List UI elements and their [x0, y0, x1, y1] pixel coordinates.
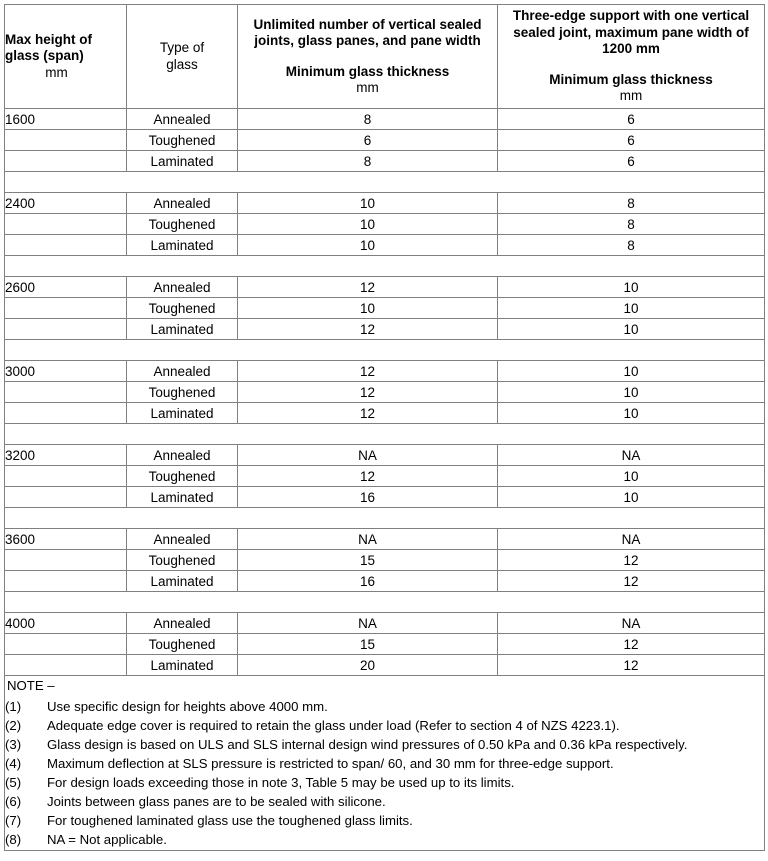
cell-unlimited-thickness: 15	[238, 550, 498, 571]
notes-cell	[5, 676, 765, 851]
note-text: For toughened laminated glass use the toughened glass limits.	[47, 813, 413, 829]
cell-unlimited-thickness: 6	[238, 130, 498, 151]
cell-glass-type: Toughened	[127, 634, 238, 655]
table-row	[5, 445, 765, 466]
cell-unlimited-thickness: NA	[238, 529, 498, 550]
column-header-three-edge-sub: Minimum glass thickness	[549, 71, 713, 87]
note-number: (4)	[5, 755, 22, 771]
cell-glass-type: Annealed	[127, 445, 238, 466]
cell-max-height	[5, 655, 127, 676]
cell-three-edge-thickness: 12	[498, 571, 765, 592]
note-item	[5, 754, 764, 773]
cell-three-edge-thickness: 12	[498, 634, 765, 655]
cell-max-height: 4000	[5, 613, 127, 634]
cell-max-height	[5, 487, 127, 508]
column-header-type-of-glass	[127, 5, 238, 109]
table-row	[5, 487, 765, 508]
column-header-unlimited-joints	[238, 5, 498, 109]
cell-glass-type: Laminated	[127, 319, 238, 340]
note-text: Maximum deflection at SLS pressure is restricted to span/ 60, and 30 mm for three-edge support.	[47, 755, 614, 771]
note-number: (6)	[5, 794, 22, 810]
cell-three-edge-thickness: 12	[498, 655, 765, 676]
cell-glass-type: Annealed	[127, 193, 238, 214]
cell-unlimited-thickness: 12	[238, 361, 498, 382]
cell-unlimited-thickness: 8	[238, 109, 498, 130]
table-row	[5, 466, 765, 487]
cell-unlimited-thickness: 10	[238, 298, 498, 319]
cell-glass-type: Annealed	[127, 529, 238, 550]
column-header-three-edge-support	[498, 5, 765, 109]
cell-unlimited-thickness: 12	[238, 319, 498, 340]
cell-three-edge-thickness: 8	[498, 214, 765, 235]
note-item	[5, 792, 764, 811]
cell-unlimited-thickness: 16	[238, 571, 498, 592]
note-number: (2)	[5, 717, 22, 733]
cell-unlimited-thickness: 12	[238, 403, 498, 424]
cell-glass-type: Toughened	[127, 466, 238, 487]
column-header-max-height-line2: glass (span)	[5, 48, 84, 64]
column-header-type-line1: Type of	[159, 40, 205, 56]
cell-max-height	[5, 130, 127, 151]
cell-glass-type: Toughened	[127, 298, 238, 319]
table-row	[5, 382, 765, 403]
table-row	[5, 403, 765, 424]
notes-heading: NOTE –	[7, 678, 55, 694]
cell-glass-type: Toughened	[127, 214, 238, 235]
cell-three-edge-thickness: 6	[498, 130, 765, 151]
cell-three-edge-thickness: NA	[498, 529, 765, 550]
note-item	[5, 716, 764, 735]
cell-three-edge-thickness: 12	[498, 550, 765, 571]
cell-glass-type: Toughened	[127, 130, 238, 151]
table-row	[5, 151, 765, 172]
note-number: (8)	[5, 832, 22, 848]
table-row	[5, 529, 765, 550]
table-row	[5, 235, 765, 256]
cell-glass-type: Annealed	[127, 109, 238, 130]
table-body	[5, 109, 765, 676]
column-header-unlimited-title: Unlimited number of vertical sealed joints, glass panes, and pane width	[253, 16, 482, 49]
cell-unlimited-thickness: 8	[238, 151, 498, 172]
cell-max-height	[5, 319, 127, 340]
glass-thickness-table	[4, 4, 765, 851]
table-row	[5, 109, 765, 130]
note-text: Use specific design for heights above 4000 mm.	[47, 698, 328, 714]
block-spacer-row	[5, 256, 765, 277]
cell-unlimited-thickness: 10	[238, 214, 498, 235]
note-item	[5, 735, 764, 754]
cell-max-height	[5, 151, 127, 172]
cell-max-height	[5, 571, 127, 592]
cell-three-edge-thickness: 10	[498, 382, 765, 403]
cell-glass-type: Laminated	[127, 655, 238, 676]
table-header	[5, 5, 765, 109]
note-item	[5, 830, 764, 849]
cell-unlimited-thickness: NA	[238, 613, 498, 634]
note-text: Adequate edge cover is required to retain the glass under load (Refer to section 4 of NZS 4223.1).	[47, 717, 620, 733]
cell-glass-type: Toughened	[127, 550, 238, 571]
column-header-max-height-unit: mm	[45, 64, 68, 80]
table-row	[5, 361, 765, 382]
cell-glass-type: Laminated	[127, 571, 238, 592]
note-number: (1)	[5, 698, 22, 714]
block-spacer-cell	[5, 508, 765, 529]
cell-glass-type: Laminated	[127, 151, 238, 172]
cell-max-height	[5, 214, 127, 235]
block-spacer-row	[5, 508, 765, 529]
block-spacer-cell	[5, 340, 765, 361]
table-row	[5, 214, 765, 235]
block-spacer-row	[5, 592, 765, 613]
block-spacer-cell	[5, 592, 765, 613]
note-number: (7)	[5, 813, 22, 829]
cell-max-height	[5, 634, 127, 655]
note-text: Joints between glass panes are to be sealed with silicone.	[47, 794, 386, 810]
column-header-type-line2: glass	[166, 56, 198, 72]
cell-glass-type: Annealed	[127, 613, 238, 634]
table-row	[5, 277, 765, 298]
note-item	[5, 773, 764, 792]
note-text: Glass design is based on ULS and SLS internal design wind pressures of 0.50 kPa and 0.36 kPa respectively.	[47, 736, 688, 752]
cell-three-edge-thickness: 10	[498, 466, 765, 487]
notes-row	[5, 676, 765, 851]
cell-three-edge-thickness: 6	[498, 109, 765, 130]
cell-max-height	[5, 403, 127, 424]
cell-max-height: 3000	[5, 361, 127, 382]
cell-max-height: 2400	[5, 193, 127, 214]
cell-max-height: 3200	[5, 445, 127, 466]
cell-three-edge-thickness: 10	[498, 298, 765, 319]
notes-list	[5, 697, 764, 850]
cell-unlimited-thickness: 12	[238, 277, 498, 298]
cell-three-edge-thickness: 10	[498, 277, 765, 298]
table-row	[5, 298, 765, 319]
block-spacer-row	[5, 424, 765, 445]
cell-glass-type: Laminated	[127, 487, 238, 508]
note-text: NA = Not applicable.	[47, 832, 167, 848]
cell-three-edge-thickness: 10	[498, 487, 765, 508]
cell-max-height: 1600	[5, 109, 127, 130]
table-row	[5, 130, 765, 151]
table-row	[5, 655, 765, 676]
cell-max-height	[5, 550, 127, 571]
table-footer	[5, 676, 765, 851]
note-number: (5)	[5, 775, 22, 791]
table-row	[5, 571, 765, 592]
cell-max-height	[5, 382, 127, 403]
cell-unlimited-thickness: 10	[238, 193, 498, 214]
table-row	[5, 634, 765, 655]
cell-glass-type: Annealed	[127, 361, 238, 382]
column-header-max-height-line1: Max height of	[5, 31, 92, 47]
block-spacer-row	[5, 340, 765, 361]
block-spacer-row	[5, 172, 765, 193]
note-text: For design loads exceeding those in note 3, Table 5 may be used up to its limits.	[47, 775, 515, 791]
note-number: (3)	[5, 736, 22, 752]
cell-max-height	[5, 298, 127, 319]
table-row	[5, 193, 765, 214]
cell-three-edge-thickness: NA	[498, 613, 765, 634]
header-row	[5, 5, 765, 109]
column-header-three-edge-unit: mm	[619, 88, 643, 104]
cell-glass-type: Laminated	[127, 235, 238, 256]
cell-three-edge-thickness: NA	[498, 445, 765, 466]
cell-glass-type: Toughened	[127, 382, 238, 403]
note-item	[5, 811, 764, 830]
cell-three-edge-thickness: 10	[498, 361, 765, 382]
cell-max-height	[5, 235, 127, 256]
table-row	[5, 319, 765, 340]
cell-unlimited-thickness: 12	[238, 466, 498, 487]
block-spacer-cell	[5, 172, 765, 193]
cell-max-height: 3600	[5, 529, 127, 550]
block-spacer-cell	[5, 424, 765, 445]
cell-unlimited-thickness: 10	[238, 235, 498, 256]
cell-max-height	[5, 466, 127, 487]
table-row	[5, 613, 765, 634]
cell-unlimited-thickness: 16	[238, 487, 498, 508]
column-header-unlimited-unit: mm	[356, 79, 379, 95]
cell-three-edge-thickness: 6	[498, 151, 765, 172]
cell-three-edge-thickness: 8	[498, 193, 765, 214]
column-header-three-edge-title: Three-edge support with one vertical sealed joint, maximum pane width of 1200 mm	[512, 8, 750, 57]
note-item	[5, 697, 764, 716]
cell-glass-type: Laminated	[127, 403, 238, 424]
cell-three-edge-thickness: 10	[498, 319, 765, 340]
table-row	[5, 550, 765, 571]
cell-unlimited-thickness: NA	[238, 445, 498, 466]
cell-unlimited-thickness: 12	[238, 382, 498, 403]
cell-max-height: 2600	[5, 277, 127, 298]
block-spacer-cell	[5, 256, 765, 277]
cell-unlimited-thickness: 15	[238, 634, 498, 655]
column-header-unlimited-sub: Minimum glass thickness	[285, 63, 450, 79]
cell-three-edge-thickness: 10	[498, 403, 765, 424]
column-header-max-height	[5, 5, 127, 109]
cell-three-edge-thickness: 8	[498, 235, 765, 256]
cell-glass-type: Annealed	[127, 277, 238, 298]
cell-unlimited-thickness: 20	[238, 655, 498, 676]
